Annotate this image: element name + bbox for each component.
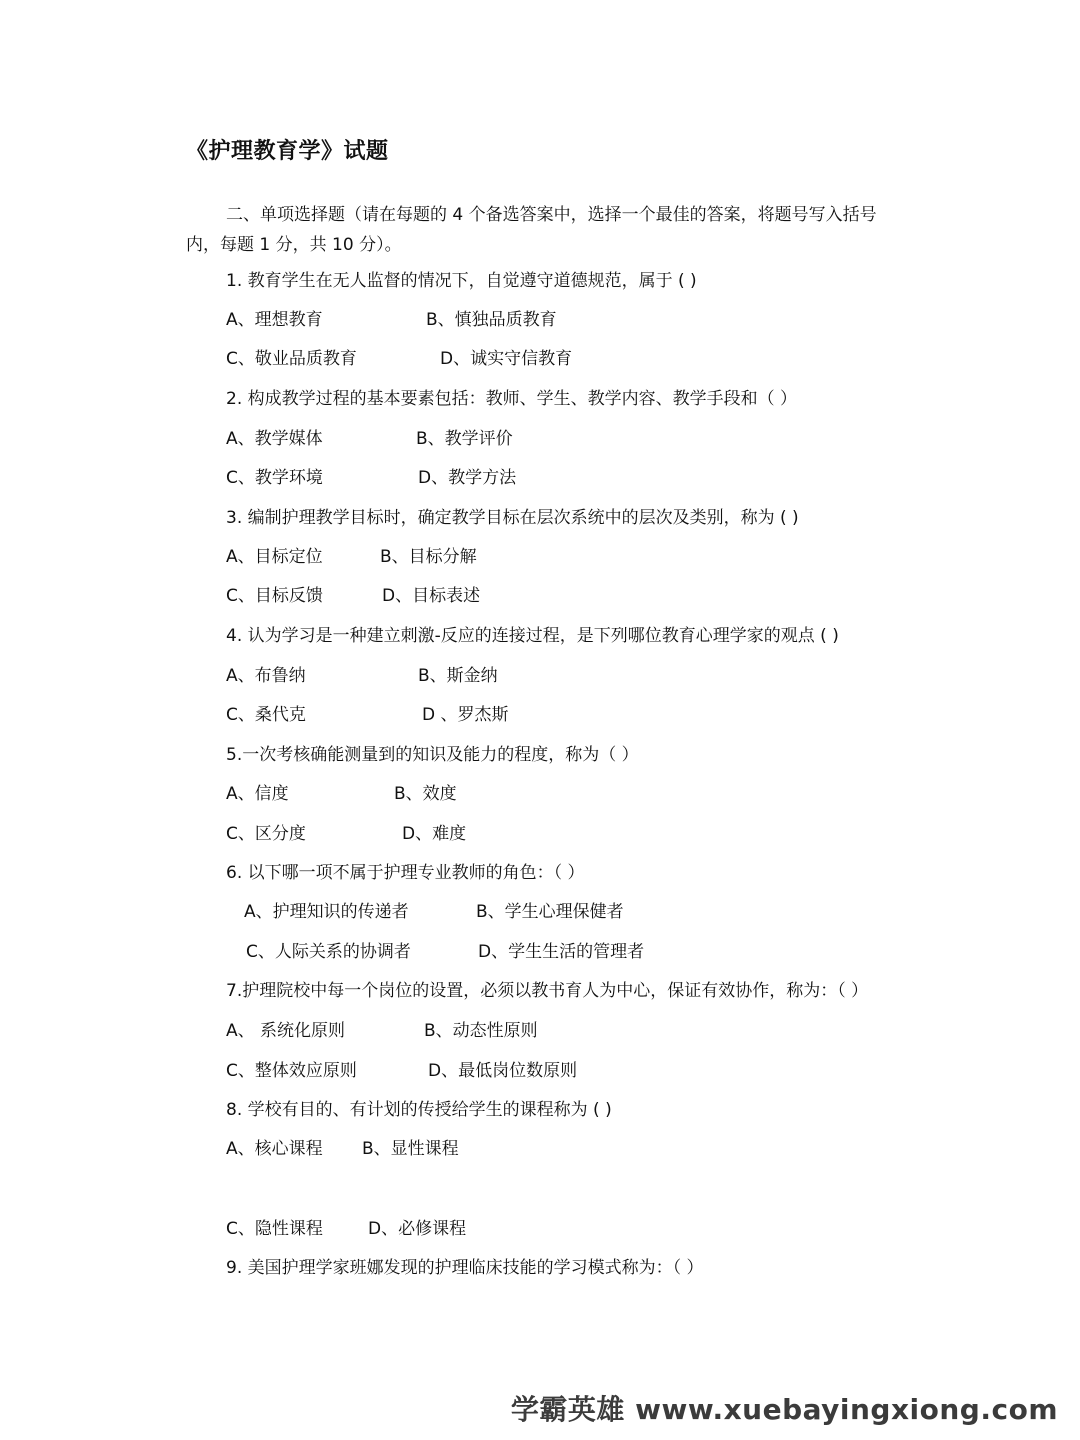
question-stem: 6. 以下哪一项不属于护理专业教师的角色：（ ） — [226, 863, 585, 883]
option-a: A、核心课程 — [226, 1139, 323, 1159]
option-c: C、教学环境 — [226, 468, 323, 488]
question-stem: 1. 教育学生在无人监督的情况下，自觉遵守道德规范，属于 ( ) — [226, 271, 697, 291]
option-d: D、目标表述 — [382, 586, 481, 606]
option-b: B、效度 — [394, 784, 457, 804]
question-stem: 5.一次考核确能测量到的知识及能力的程度，称为（ ） — [226, 745, 639, 765]
option-d: D、教学方法 — [418, 468, 517, 488]
option-c: C、敬业品质教育 — [226, 349, 357, 369]
option-b: B、慎独品质教育 — [426, 310, 557, 330]
option-d: D、必修课程 — [368, 1219, 467, 1239]
option-a: A、护理知识的传递者 — [244, 902, 409, 922]
site-watermark: 学霸英雄 www.xuebayingxiong.com — [510, 1393, 1058, 1426]
option-a: A、理想教育 — [226, 310, 323, 330]
option-b: B、教学评价 — [416, 429, 513, 449]
option-b: B、斯金纳 — [418, 666, 498, 686]
section-intro: 二、单项选择题（请在每题的 4 个备选答案中，选择一个最佳的答案，将题号写入括号内，每题 1 分，共 10 分）。 — [186, 205, 877, 255]
question-stem: 7.护理院校中每一个岗位的设置，必须以教书育人为中心，保证有效协作，称为：（ ） — [226, 981, 869, 1001]
option-d: D、最低岗位数原则 — [428, 1061, 578, 1081]
option-b: B、学生心理保健者 — [476, 902, 624, 922]
option-a: A、目标定位 — [226, 547, 323, 567]
option-c: C、隐性课程 — [226, 1219, 323, 1239]
option-d: D 、罗杰斯 — [422, 705, 509, 725]
option-b: B、显性课程 — [362, 1139, 459, 1159]
option-b: B、动态性原则 — [424, 1021, 538, 1041]
option-d: D、学生生活的管理者 — [478, 942, 645, 962]
option-c: C、目标反馈 — [226, 586, 323, 606]
page-title: 《护理教育学》试题 — [186, 139, 389, 164]
option-c: C、桑代克 — [226, 705, 306, 725]
option-d: D、诚实守信教育 — [440, 349, 573, 369]
option-a: A、教学媒体 — [226, 429, 323, 449]
option-b: B、目标分解 — [380, 547, 477, 567]
option-a: A、信度 — [226, 784, 289, 804]
question-stem: 9. 美国护理学家班娜发现的护理临床技能的学习模式称为：（ ） — [226, 1258, 704, 1278]
option-c: C、人际关系的协调者 — [246, 942, 411, 962]
question-stem: 3. 编制护理教学目标时，确定教学目标在层次系统中的层次及类别，称为 ( ) — [226, 508, 799, 528]
option-c: C、整体效应原则 — [226, 1061, 357, 1081]
question-stem: 4. 认为学习是一种建立刺激-反应的连接过程，是下列哪位教育心理学家的观点 ( ) — [226, 626, 839, 646]
option-a: A、 系统化原则 — [226, 1021, 346, 1041]
option-c: C、区分度 — [226, 824, 306, 844]
option-d: D、难度 — [402, 824, 467, 844]
question-stem: 2. 构成教学过程的基本要素包括：教师、学生、教学内容、教学手段和（ ） — [226, 389, 798, 409]
question-stem: 8. 学校有目的、有计划的传授给学生的课程称为 ( ) — [226, 1100, 612, 1120]
option-a: A、布鲁纳 — [226, 666, 306, 686]
